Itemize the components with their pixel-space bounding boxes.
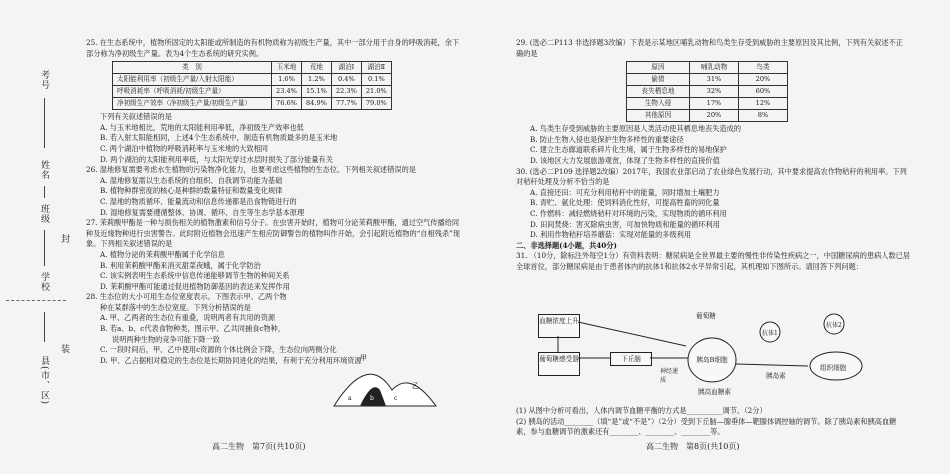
table-cell: 77.7% bbox=[331, 98, 361, 110]
name-line bbox=[44, 186, 45, 198]
diagram-blood-sugar-box: 血糖浓度上升 bbox=[538, 314, 580, 338]
q27-stem: 27. 茉莉酸甲酯是一种与损伤相关的植物激素和信号分子。在虫害开始时，植物可分泌茉莉酸甲酯，通过空气传播给同种及近缘物种进行虫害警告。此时附近植物会迅速产生相应防御警告的植物叫作开始，会引起附近植物的“自相残杀”现象。下列相关叙述错误的是 bbox=[86, 218, 460, 249]
table-cell: 79.0% bbox=[361, 98, 391, 110]
table-cell: 偷猎 bbox=[627, 74, 690, 86]
glucagon-label: 胰高血糖素 bbox=[698, 388, 731, 396]
q28-option: C. 一段时间后，甲、乙中使用c资源的个体比例会下降，生态位向两侧分化 bbox=[100, 345, 337, 355]
table-row bbox=[113, 74, 392, 86]
q26-stem: 26. 湿地修复需要考虑水生植物的污染物净化能力，也要考虑这些植物的生态位。下列相关叙述错误的是 bbox=[86, 165, 416, 175]
q27-option: A. 植物分泌的茉莉酸甲酯属于化学信息 bbox=[100, 249, 225, 259]
table-cell: 23.4% bbox=[272, 86, 302, 98]
q30-option: C. 作燃料：减轻燃烧秸秆对环境的污染，实现物质的循环利用 bbox=[530, 208, 727, 218]
exam-no-label: 考号 bbox=[39, 70, 49, 90]
table-cell: 其他原因 bbox=[627, 110, 690, 122]
table-cell: 20% bbox=[690, 110, 739, 122]
q25-header: 湖泊Ⅱ bbox=[361, 62, 391, 74]
table-cell: 22.3% bbox=[331, 86, 361, 98]
page-footer-right: 高二生物 第8页(共10页) bbox=[646, 442, 740, 451]
q29-stem: 29. (选必二P113 非选择题3改编）下表是示某地区哺乳动物和鸟类生存受到威胁的主要原因及其比例，下列有关叙述不正确的是 bbox=[516, 38, 903, 58]
q28-option-cont: 说明两种生物的竞争可能下降一致 bbox=[112, 334, 220, 344]
school-line bbox=[44, 312, 45, 342]
table-row bbox=[113, 98, 392, 110]
q25-stem: 25. 在生态系统中，植物所固定的太阳能或所制造的有机物质称为初级生产量，其中一部分用于自身的呼吸消耗，余下部分称为净初级生产量。表为4个生态系统的研究实例。 bbox=[86, 38, 460, 58]
q31-stem: 31. （10分，除标注外每空1分）有资料表明：糖尿病是全世界最主要的慢性非传染性疾病之一，中国糖尿病的患病人数已居全球首位，部分糖尿病是由于患者体内的抗体1和抗体2水平异常引起，其机理如下图所示。请回答下列问题： bbox=[516, 251, 911, 271]
table-row bbox=[113, 86, 392, 98]
niche-label-jia: 甲 bbox=[360, 354, 367, 362]
table-row bbox=[627, 74, 788, 86]
tissue-label: 组织细胞 bbox=[820, 364, 847, 372]
table-cell: 1.2% bbox=[301, 74, 331, 86]
q25-table bbox=[112, 61, 392, 110]
nerve-label: 神经递质 bbox=[660, 368, 679, 384]
islet-label: 胰岛B细胞 bbox=[696, 356, 728, 364]
q28-option: A. 甲、乙两者的生态位有重叠，说明两者有共用的资源 bbox=[100, 313, 276, 323]
table-cell: 生物入侵 bbox=[627, 98, 690, 110]
table-cell: 20% bbox=[739, 74, 788, 86]
q25-option: D. 两个湖泊的太阳能利用率低，与太阳光穿过水层时损失了部分能量有关 bbox=[100, 154, 333, 164]
q26-option: D. 湿地修复需要遵循整体、协调、循环、自生等生态学基本原理 bbox=[100, 207, 305, 217]
q31-diagram bbox=[536, 308, 876, 404]
table-cell: 丧失栖息地 bbox=[627, 86, 690, 98]
niche-label-yi: 乙 bbox=[412, 382, 419, 390]
q27-option: B. 利用茉莉酸甲酯来消灭甜菜夜蛾，属于化学防治 bbox=[100, 260, 261, 270]
q27-option: C. 该实例表明生态系统中信息传递能够调节生物的种间关系 bbox=[100, 271, 290, 281]
diagram-hypothalamus-box: 下丘脑 bbox=[610, 352, 652, 366]
niche-label-b: b bbox=[370, 395, 374, 402]
q25-header: 荒地 bbox=[301, 62, 331, 74]
table-row bbox=[627, 86, 788, 98]
q29-option: B. 防止生物入侵也是保护生物多样性的重要途径 bbox=[530, 134, 684, 144]
q29-option: C. 建立生态廊道联系碎片化生境，属于生物多样性的易地保护 bbox=[530, 145, 727, 155]
q26-option: B. 植物种群密度的核心是种群的数量特征和数量变化规律 bbox=[100, 186, 283, 196]
district-label: 县(市、区) bbox=[39, 356, 49, 406]
table-cell: 净初级生产效率（净初级生产量/初级生产量） bbox=[113, 98, 272, 110]
name-label: 姓名 bbox=[39, 160, 49, 180]
arrow bbox=[578, 322, 686, 346]
table-cell: 12% bbox=[739, 98, 788, 110]
class-label: 班级 bbox=[39, 204, 49, 224]
right-page bbox=[516, 38, 910, 273]
q29-header: 鸟类 bbox=[739, 62, 788, 74]
table-row bbox=[627, 110, 788, 122]
diagram-receptor-box: 葡萄糖感受器 bbox=[538, 352, 580, 376]
q29-table bbox=[626, 61, 788, 122]
page-footer-left: 高二生物 第7页(共10页) bbox=[212, 442, 306, 451]
q31-sub2: (2) 胰岛的活动________（填“是”或“不是”）（2分）受到下丘脑—腺垂体—靶腺体调控轴的调节。除了胰岛素和胰高血糖素，参与血糖调节的激素还有________、________、________等。 bbox=[516, 416, 897, 437]
class-line bbox=[44, 230, 45, 266]
table-cell: 太阳能利用率（初级生产量/入射太阳能） bbox=[113, 74, 272, 86]
q25-option: C. 两个湖泊中植物的呼吸消耗率与玉米地的大致相同 bbox=[100, 143, 268, 153]
school-label: 学校 bbox=[39, 272, 49, 292]
table-cell: 呼吸消耗率（呼吸消耗/初级生产量） bbox=[113, 86, 272, 98]
table-cell: 76.6% bbox=[272, 98, 302, 110]
table-cell: 32% bbox=[690, 86, 739, 98]
arrow bbox=[736, 364, 808, 366]
niche-label-a: a bbox=[348, 395, 352, 402]
bind-label: 装 bbox=[59, 344, 69, 354]
q28-option: D. 甲、乙占据相对稳定的生态位是长期协同进化的结果，有利于充分利用环境资源 bbox=[100, 355, 362, 365]
antibody1-label: 抗体1 bbox=[762, 330, 778, 337]
q30-stem: 30. (选必二P109 选择题2改编）2017年，我国农业部启动了农业绿色发展行动，其中要求提高农作物秸秆的利用率。下列对秸秆处理及分析不恰当的是 bbox=[516, 166, 907, 187]
table-cell: 84.9% bbox=[301, 98, 331, 110]
seal-label: 封 bbox=[59, 234, 69, 244]
section-heading: 二、非选择题(4小题，共40分) bbox=[516, 240, 617, 250]
q29-header: 哺乳动物 bbox=[690, 62, 739, 74]
q28-option: B. 若a、b、c代表食物种类，图示甲、乙共同捕食c物种， bbox=[100, 324, 285, 334]
table-cell: 15.1% bbox=[301, 86, 331, 98]
q25-header: 湖泊Ⅰ bbox=[331, 62, 361, 74]
q30-option: D. 利用作物秸秆培养蘑菇：实现对能量的多级利用 bbox=[530, 230, 692, 240]
q26-option: C. 湿地的物质循环、能量流动和信息传递都是沿食物链进行的 bbox=[100, 196, 297, 206]
q30-option: D. 田间焚烧：害灭除病虫害，可加快物质和能量的循环利用 bbox=[530, 219, 720, 229]
table-cell: 31% bbox=[690, 74, 739, 86]
niche-label-c: c bbox=[394, 395, 398, 402]
table-cell: 1.6% bbox=[272, 74, 302, 86]
niche-figure bbox=[330, 350, 440, 410]
table-cell: 0.4% bbox=[331, 74, 361, 86]
q28-stem-cont: 种在某群落中的生态位宽度。下列分析错误的是 bbox=[100, 302, 251, 312]
q25-option: B. 若入射太阳能相同，上述4个生态系统中，制造有机物质最多的是玉米地 bbox=[100, 133, 338, 143]
binding-margin bbox=[0, 0, 72, 474]
q27-option: D. 茉莉酸甲酯可能通过促进植物防御基因的表达来发挥作用 bbox=[100, 281, 290, 291]
table-cell: 60% bbox=[739, 86, 788, 98]
q25-option: A. 与玉米地相比，荒地的太阳能利用率低，净初级生产效率也低 bbox=[100, 122, 304, 132]
q28-stem: 28. 生态位的大小可用生态位宽度表示。下图表示甲、乙两个物 bbox=[86, 292, 287, 302]
table-cell: 0.1% bbox=[361, 74, 391, 86]
exam-no-line bbox=[44, 98, 45, 148]
antibody2-label: 抗体2 bbox=[826, 322, 842, 329]
q29-option: D. 该地区大力发展旅游观赏，体现了生物多样性的直接价值 bbox=[530, 155, 720, 165]
cut-line bbox=[6, 300, 66, 301]
q25-header: 玉米地 bbox=[272, 62, 302, 74]
glucose-label: 葡萄糖 bbox=[696, 312, 716, 320]
table-cell: 21.0% bbox=[361, 86, 391, 98]
q31-sub1: (1) 从图中分析可看出，人体内调节血糖平衡的方式是__________调节。（2分） bbox=[516, 406, 767, 415]
q25-header: 类 别 bbox=[113, 62, 272, 74]
table-cell: 8% bbox=[739, 110, 788, 122]
insulin-label: 胰岛素 bbox=[766, 372, 786, 380]
q31-subquestions bbox=[516, 406, 910, 438]
q30-option: B. 青贮、氨化处理：使饲料消化性好，可提高牲畜的同化量 bbox=[530, 198, 720, 208]
q25-ask: 下列有关叙述错误的是 bbox=[100, 112, 172, 122]
table-row bbox=[627, 98, 788, 110]
q29-header: 原因 bbox=[627, 62, 690, 74]
table-cell: 17% bbox=[690, 98, 739, 110]
left-page bbox=[86, 38, 466, 366]
q26-option: A. 湿地修复需以生态系统的自组织、自我调节功能为基础 bbox=[100, 175, 283, 185]
q30-option: A. 直接还田：可充分利用秸秆中的能量，同时增加土壤肥力 bbox=[530, 187, 720, 197]
q29-option: A. 鸟类生存受到威胁的主要原因是人类活动使其栖息地丧失造成的 bbox=[530, 124, 742, 134]
